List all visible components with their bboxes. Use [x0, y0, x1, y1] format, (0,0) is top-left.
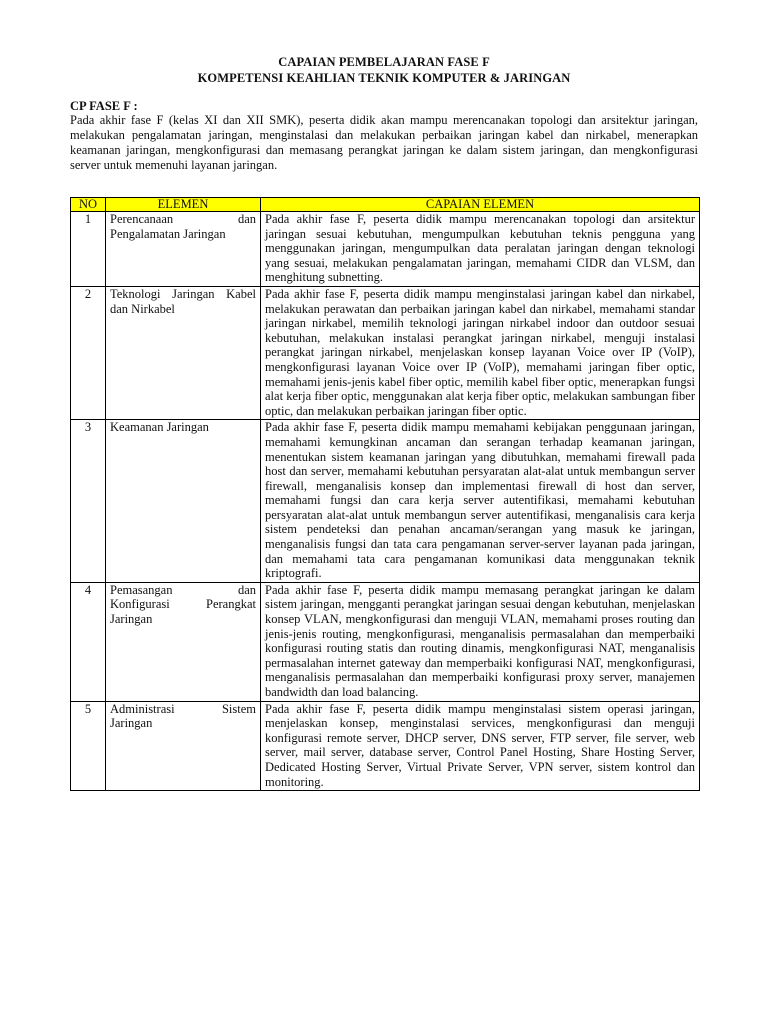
row-number: 2	[71, 286, 106, 419]
header-capaian: CAPAIAN ELEMEN	[261, 198, 700, 212]
cp-heading: CP FASE F :	[70, 99, 138, 113]
cp-paragraph: Pada akhir fase F (kelas XI dan XII SMK), peserta didik akan mampu merencanakan topologi dan arsitektur jaringan, melakukan pengalamatan jaringan, menginstalasi dan melakukan perbaikan jaringan kabel dan nirkabel, menerapkan keamanan jaringan, mengkonfigurasi dan memasang perangkat jaringan ke dalam sistem jaringan, dan mengkonfigurasi server untuk memenuhi layanan jaringan.	[70, 113, 698, 172]
row-number: 1	[71, 212, 106, 287]
capaian-table	[70, 197, 700, 791]
document-subtitle: KOMPETENSI KEAHLIAN TEKNIK KOMPUTER & JARINGAN	[197, 71, 571, 85]
table-row	[71, 212, 700, 287]
row-elemen: Administrasi Sistem Jaringan	[106, 701, 261, 791]
header-elemen: ELEMEN	[106, 198, 261, 212]
row-elemen: Perencanaan dan Pengalamatan Jaringan	[106, 212, 261, 287]
row-capaian: Pada akhir fase F, peserta didik mampu menginstalasi jaringan kabel dan nirkabel, melakukan perawatan dan perbaikan jaringan kabel dan nirkabel, memahami standar jaringan nirkabel, memilih teknologi jaringan nirkabel indoor dan outdoor sesuai kebutuhan, melakukan instalasi perangkat jaringan nirkabel, menguji instalasi perangkat jaringan nirkabel, menjelaskan konsep layanan Voice over IP (VoIP), mengkonfigurasi layanan Voice over IP (VoIP), memahami jaringan fiber optic, memahami jenis-jenis kabel fiber optic, memilih kabel fiber optic, menerapkan fungsi alat kerja fiber optic, menggunakan alat kerja fiber optic, melakukan sambungan fiber optic, dan melakukan perbaikan jaringan fiber optic.	[261, 286, 700, 419]
table-row	[71, 420, 700, 583]
table-row	[71, 582, 700, 701]
row-number: 3	[71, 420, 106, 583]
row-number: 5	[71, 701, 106, 791]
row-elemen: Pemasangan dan Konfigurasi Perangkat Jaringan	[106, 582, 261, 701]
row-capaian: Pada akhir fase F, peserta didik mampu menginstalasi sistem operasi jaringan, menjelaskan konsep, menginstalasi services, mengkonfigurasi dan menguji konfigurasi remote server, DHCP server, DNS server, FTP server, file server, web server, mail server, database server, Control Panel Hosting, Share Hosting Server, Dedicated Hosting Server, Virtual Private Server, VPN server, sistem kontrol dan monitoring.	[261, 701, 700, 791]
row-capaian: Pada akhir fase F, peserta didik mampu merencanakan topologi dan arsitektur jaringan sesuai kebutuhan, mengumpulkan kebutuhan teknis pengguna yang menggunakan jaringan, mengumpulkan data peralatan jaringan dengan teknologi yang sesuai, melakukan pengalamatan jaringan, memahami CIDR dan VLSM, dan menghitung subnetting.	[261, 212, 700, 287]
row-capaian: Pada akhir fase F, peserta didik mampu memasang perangkat jaringan ke dalam sistem jaringan, mengganti perangkat jaringan sesuai dengan kebutuhan, menjelaskan konsep VLAN, mengkonfigurasi dan menguji VLAN, memahami proses routing dan jenis-jenis routing, mengkonfigurasi, menganalisis permasalahan dan memperbaiki konfigurasi routing statis dan routing dinamis, mengkonfigurasi NAT, menganalisis permasalahan internet gateway dan memperbaiki konfigurasi NAT, mengkonfigurasi, menganalisis permasalahan dan memperbaiki konfigurasi proxy server, manajemen bandwidth dan load balancing.	[261, 582, 700, 701]
document-title: CAPAIAN PEMBELAJARAN FASE F	[278, 55, 490, 69]
table-row	[71, 701, 700, 791]
table-row	[71, 286, 700, 419]
header-no: NO	[71, 198, 106, 212]
row-number: 4	[71, 582, 106, 701]
row-elemen: Keamanan Jaringan	[106, 420, 261, 583]
row-elemen: Teknologi Jaringan Kabel dan Nirkabel	[106, 286, 261, 419]
table-header-row	[71, 198, 700, 212]
row-capaian: Pada akhir fase F, peserta didik mampu memahami kebijakan penggunaan jaringan, memahami kemungkinan ancaman dan serangan terhadap keamanan jaringan, menentukan sistem keamanan jaringan yang dibutuhkan, memahami firewall pada host dan server, memahami kebutuhan persyaratan alat-alat untuk membangun server firewall, menganalisis konsep dan implementasi firewall di host dan server, memahami fungsi dan cara kerja server autentifikasi, memahami kebutuhan persyaratan alat-alat untuk membangun server autentifikasi, menganalisis cara kerja sistem pendeteksi dan penahan ancaman/serangan yang masuk ke jaringan, menganalisis fungsi dan tata cara pengamanan server-server layanan pada jaringan, dan memahami tata cara pengamanan komunikasi data menggunakan teknik kriptografi.	[261, 420, 700, 583]
